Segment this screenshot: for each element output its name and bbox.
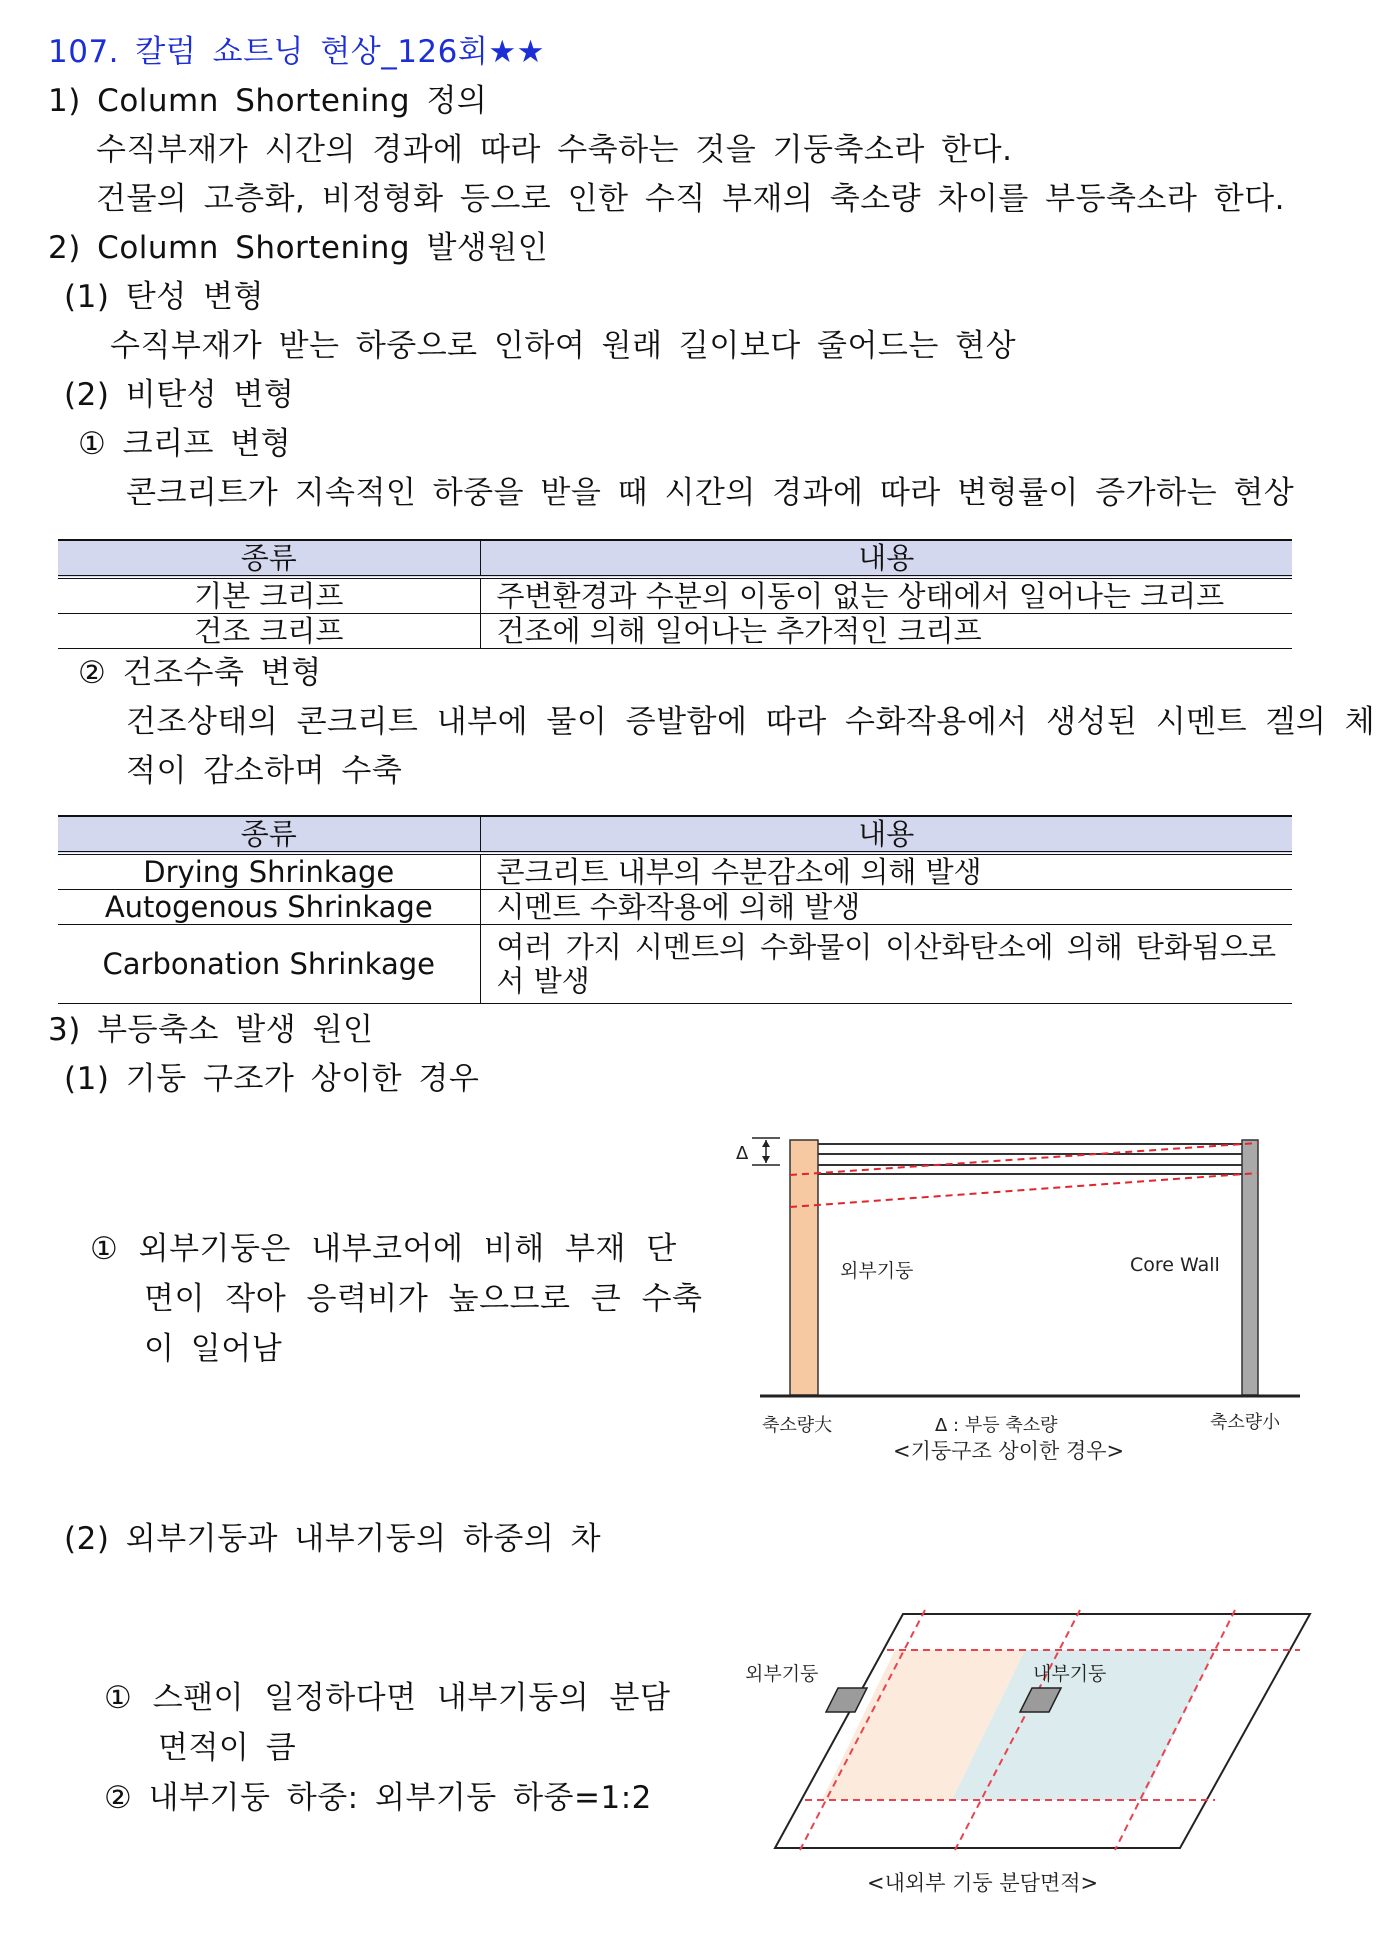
shrinkage-table	[58, 815, 1292, 1004]
table-cell: 건조 크리프	[58, 614, 480, 649]
section-heading: 3) 부등축소 발생 원인	[48, 1012, 374, 1048]
table-header: 종류	[58, 540, 480, 577]
table-header-row	[58, 816, 1292, 853]
table-header: 내용	[480, 816, 1292, 853]
item-heading: ② 건조수축 변형	[78, 655, 322, 691]
table-cell: 시멘트 수화작용에 의해 발생	[480, 890, 1292, 925]
load-area-diagram	[735, 1600, 1315, 1900]
core-wall	[1242, 1140, 1258, 1395]
table-cell: Drying Shrinkage	[58, 853, 480, 890]
table-header-row	[58, 540, 1292, 577]
shrinkage-large-label: 축소량大	[762, 1415, 833, 1436]
subsection-heading: (2) 외부기둥과 내부기둥의 하중의 차	[64, 1521, 602, 1557]
shrinkage-small-label: 축소량小	[1210, 1412, 1281, 1433]
outer-column-label: 외부기둥	[840, 1260, 914, 1282]
figure-caption: <내외부 기둥 분담면적>	[867, 1871, 1099, 1895]
table-row	[58, 577, 1292, 614]
core-wall-label: Core Wall	[1130, 1254, 1220, 1276]
paragraph: ① 스팬이 일정하다면 내부기둥의 분담	[104, 1680, 671, 1716]
paragraph: 건조상태의 콘크리트 내부에 물이 증발함에 따라 수화작용에서 생성된 시멘트 겔의 체	[126, 704, 1376, 740]
paragraph: 수직부재가 시간의 경과에 따라 수축하는 것을 기둥축소라 한다.	[96, 132, 1013, 168]
table-row	[58, 614, 1292, 649]
figure-caption: <기둥구조 상이한 경우>	[893, 1439, 1125, 1463]
table-cell: 주변환경과 수분의 이동이 없는 상태에서 일어나는 크리프	[480, 577, 1292, 614]
subsection-heading: (1) 탄성 변형	[64, 279, 264, 315]
table-row	[58, 890, 1292, 925]
outer-column	[826, 1688, 867, 1712]
inner-column-label: 내부기둥	[1033, 1663, 1107, 1685]
table-row	[58, 853, 1292, 890]
paragraph: 면이 작아 응력비가 높으므로 큰 수축	[144, 1281, 703, 1317]
table-cell: Carbonation Shrinkage	[58, 925, 480, 1004]
paragraph: ① 외부기둥은 내부코어에 비해 부재 단	[90, 1231, 677, 1267]
delta-symbol: Δ	[736, 1143, 749, 1164]
table-cell: Autogenous Shrinkage	[58, 890, 480, 925]
table-header: 내용	[480, 540, 1292, 577]
subsection-heading: (2) 비탄성 변형	[64, 377, 295, 413]
paragraph: 이 일어남	[144, 1331, 283, 1367]
paragraph: 콘크리트가 지속적인 하중을 받을 때 시간의 경과에 따라 변형률이 증가하는 현상	[126, 475, 1295, 511]
paragraph: 수직부재가 받는 하중으로 인하여 원래 길이보다 줄어드는 현상	[110, 328, 1017, 364]
table-cell: 여러 가지 시멘트의 수화물이 이산화탄소에 의해 탄화됨으로서 발생	[480, 925, 1292, 1004]
creep-table	[58, 539, 1292, 649]
table-header: 종류	[58, 816, 480, 853]
section-heading: 1) Column Shortening 정의	[48, 83, 488, 119]
differential-shrinkage-label: Δ : 부등 축소량	[935, 1415, 1058, 1436]
paragraph: 적이 감소하며 수축	[126, 753, 403, 789]
item-heading: ① 크리프 변형	[78, 426, 292, 462]
subsection-heading: (1) 기둥 구조가 상이한 경우	[64, 1061, 480, 1097]
outer-column	[790, 1140, 818, 1395]
paragraph: ② 내부기둥 하중: 외부기둥 하중=1:2	[104, 1780, 652, 1816]
column-structure-diagram	[730, 1125, 1310, 1465]
paragraph: 면적이 큼	[158, 1730, 297, 1766]
page-title: 107. 칼럼 쇼트닝 현상_126회★★	[48, 34, 545, 70]
table-cell: 콘크리트 내부의 수분감소에 의해 발생	[480, 853, 1292, 890]
section-heading: 2) Column Shortening 발생원인	[48, 230, 549, 266]
table-row	[58, 925, 1292, 1004]
table-cell: 기본 크리프	[58, 577, 480, 614]
paragraph: 건물의 고층화, 비정형화 등으로 인한 수직 부재의 축소량 차이를 부등축소라 한다.	[96, 181, 1285, 217]
outer-column-label: 외부기둥	[745, 1663, 819, 1685]
table-cell: 건조에 의해 일어나는 추가적인 크리프	[480, 614, 1292, 649]
